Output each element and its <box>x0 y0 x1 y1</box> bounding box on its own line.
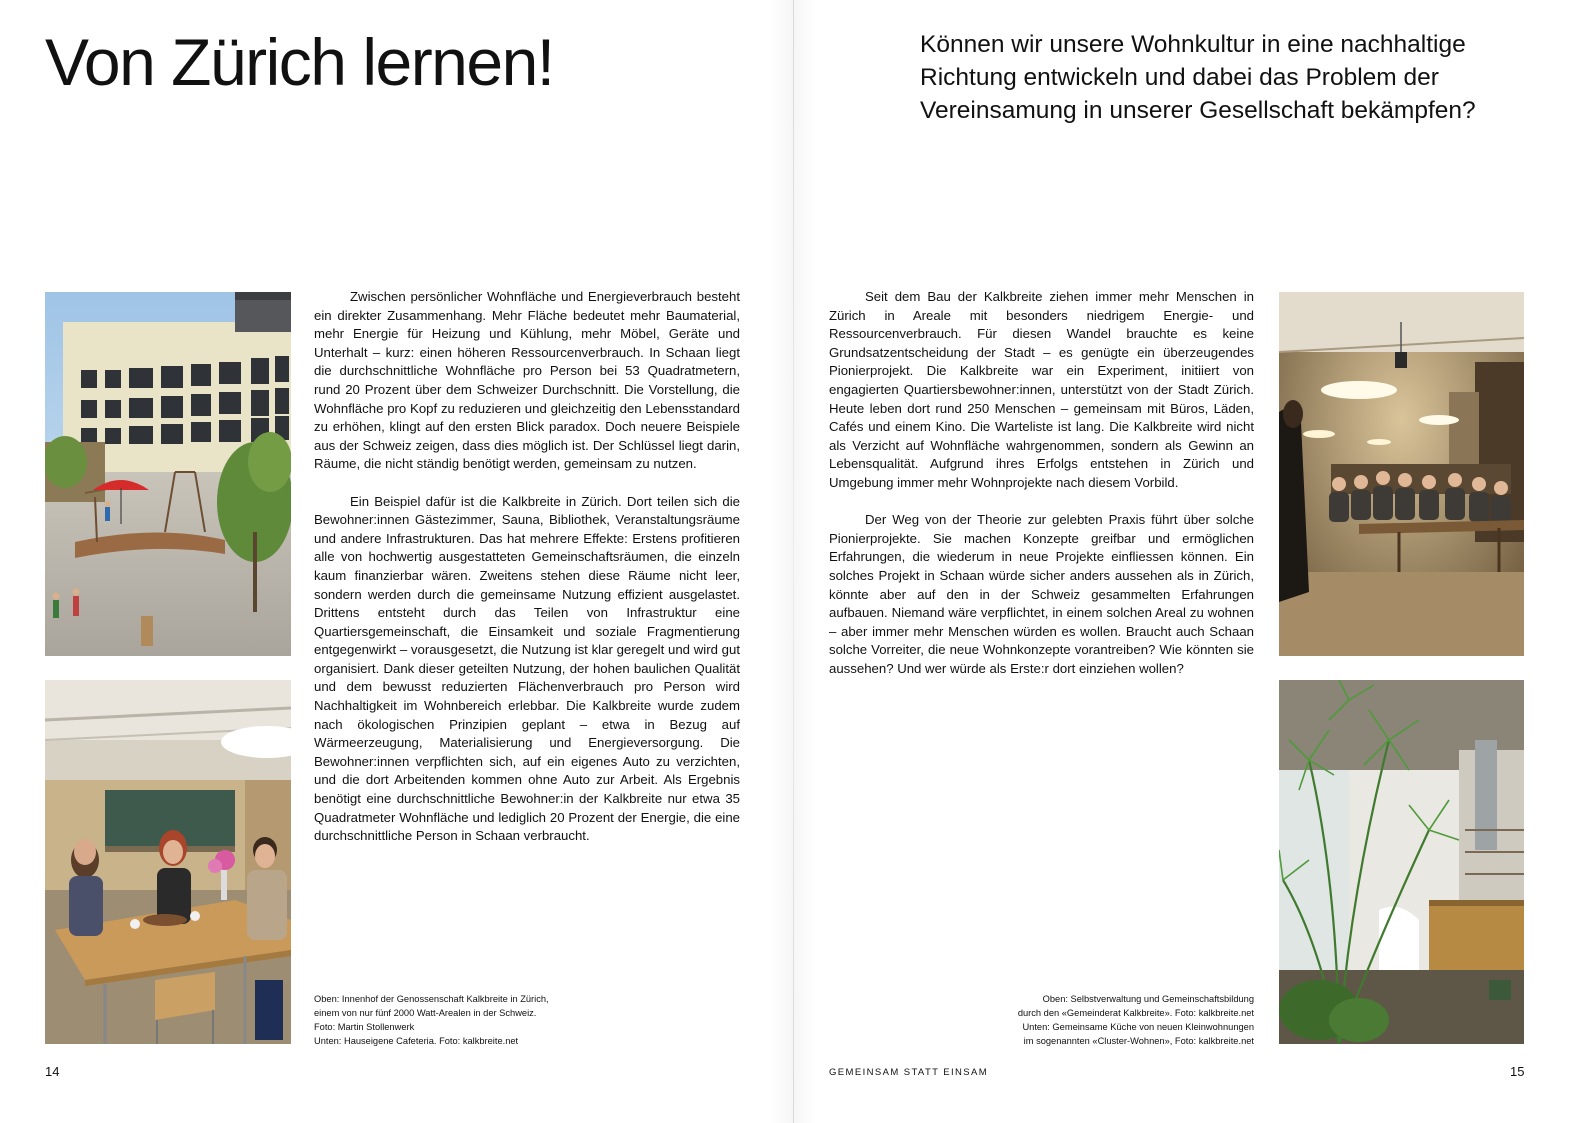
caption-line: einem von nur fünf 2000 Watt-Arealen in der Schweiz. <box>314 1008 537 1018</box>
paragraph: Seit dem Bau der Kalkbreite ziehen immer mehr Menschen in Zürich in Areale mit besonders niedrigem Energie- und Ressourcenverbrauch. Für diesen Wandel brauchte es keine Grundsatzentscheidung der Stadt – es genügte ein überzeugendes Pionierprojekt. Die Kalkbreite war ein Experiment, initiiert von engagierten Quartiersbewohner:innen, unterstützt von der Stadt Zürich. Heute leben dort rund 250 Menschen – gemeinsam mit Büros, Läden, Cafés und einem Kino. Die Warteliste ist lang. Die Kalkbreite wird nicht als Verzicht auf Wohnfläche wahrgenommen, sondern als Gewinn an Lebensqualität. Aufgrund ihres Erfolgs entstehen in Zürich und Umgebung immer mehr Wohnprojekte nach diesem Vorbild. <box>829 289 1254 490</box>
lead-question: Können wir unsere Wohnkultur in eine nachhaltige Richtung entwickeln und dabei das Problem der Vereinsamung in unserer Gesellschaft bekämpfen? <box>920 31 1476 124</box>
photo-cafeteria <box>45 680 291 1044</box>
paragraph: Zwischen persönlicher Wohnfläche und Energieverbrauch besteht ein direkter Zusammenhang. Mehr Fläche bedeutet mehr Baumaterial, mehr Energie für Heizung und Kühlung, mehr Möbel, Geräte und Unterhalt – kurz: einen höheren Ressourcenverbrauch. In Schaan liegt die durchschnittliche Wohnfläche pro Person bei 53 Quadratmetern, rund 20 Prozent über dem Schweizer Durchschnitt. Die Vorstellung, die Wohnfläche pro Kopf zu reduzieren und gleichzeitig den Lebensstandard zu erhöhen, klingt auf den ersten Blick paradox. Doch neuere Beispiele aus der Schweiz zeigen, dass dies möglich ist. Der Schlüssel liegt darin, Räume, die nicht ständig benötigt werden, gemeinsam zu nutzen. <box>314 289 740 472</box>
spine-shadow-right <box>794 0 817 1123</box>
caption-line: Oben: Selbstverwaltung und Gemeinschaftsbildung <box>1042 994 1254 1004</box>
photo-caption-left <box>314 992 549 1048</box>
caption-line: Unten: Gemeinsame Küche von neuen Kleinwohnungen <box>1022 1022 1254 1032</box>
photo-courtyard <box>45 292 291 656</box>
photo-caption-right <box>960 992 1254 1048</box>
paragraph: Der Weg von der Theorie zur gelebten Praxis führt über solche Pionierprojekte. Sie machen Konzepte greifbar und ermöglichen Erfahrungen, die wiederum in neue Projekte einfliessen können. Ein solches Projekt in Schaan würde sicher anders aussehen als in Zürich, könnte aber auf den in der Schweiz gesammelten Erfahrungen aufbauen. Niemand wäre verpflichtet, in einem solchen Areal zu wohnen – aber immer mehr Menschen würden es wollen. Braucht auch Schaan solche Vorreiter, die neue Wohnkonzepte vorantreiben? Wie könnten sie aussehen? Und wer würde als Erste:r dort einziehen wollen? <box>829 512 1254 676</box>
photo-kitchen <box>1279 680 1524 1044</box>
spine-shadow-left <box>770 0 793 1123</box>
paragraph: Ein Beispiel dafür ist die Kalkbreite in Zürich. Dort teilen sich die Bewohner:innen Gästezimmer, Sauna, Bibliothek, Veranstaltungsräume und andere Infrastrukturen. Das hat mehrere Effekte: Erstens profitieren alle von hochwertig ausgestatteten Gemeinschaftsräumen, die einzeln kaum finanzierbar wären. Zweitens stehen diese Räume nicht leer, sondern werden durch die gemeinsame Nutzung effizient ausgelastet. Drittens entsteht durch das Teilen von Infrastruktur eine Quartiersgemeinschaft, die Einsamkeit und soziale Fragmentierung entgegenwirkt – vorausgesetzt, die Nutzung ist klar geregelt und wird gut organisiert. Dank dieser geteilten Nutzung, der hohen baulichen Qualität und dem bewusst reduzierten Flächenverbrauch pro Person wird Nachhaltigkeit im Wohnbereich erlebbar. Die Kalkbreite wurde zudem nach ökologischen Prinzipien geplant – etwa in Bezug auf Wärmeerzeugung, Materialisierung und Energieversorgung. Die Bewohner:innen verpflichten sich, auf ein eigenes Auto zu verzichten, und die dort Arbeitenden kommen ohne Auto zur Arbeit. Als Ergebnis benötigt eine durchschnittliche Bewohner:in der Kalkbreite nur etwa 35 Quadratmeter Wohnfläche und lediglich 20 Prozent der Energie, die eine durchschnittliche Person in Schaan verbraucht. <box>314 493 740 844</box>
book-spine <box>793 0 794 1123</box>
article-body-right <box>829 288 1254 678</box>
caption-line: Oben: Innenhof der Genossenschaft Kalkbreite in Zürich, <box>314 994 549 1004</box>
article-body-left <box>314 288 740 846</box>
photo-meeting <box>1279 292 1524 656</box>
caption-line: im sogenannten «Cluster-Wohnen», Foto: kalkbreite.net <box>1023 1036 1254 1046</box>
running-head: GEMEINSAM STATT EINSAM <box>829 1067 989 1078</box>
page-number-left: 14 <box>45 1064 60 1079</box>
caption-line: durch den «Gemeinderat Kalkbreite». Foto: kalkbreite.net <box>1017 1008 1254 1018</box>
page-number-right: 15 <box>1510 1064 1525 1079</box>
page-title: Von Zürich lernen! <box>45 25 554 99</box>
caption-line: Foto: Martin Stollenwerk <box>314 1022 415 1032</box>
caption-line: Unten: Hauseigene Cafeteria. Foto: kalkbreite.net <box>314 1036 519 1046</box>
